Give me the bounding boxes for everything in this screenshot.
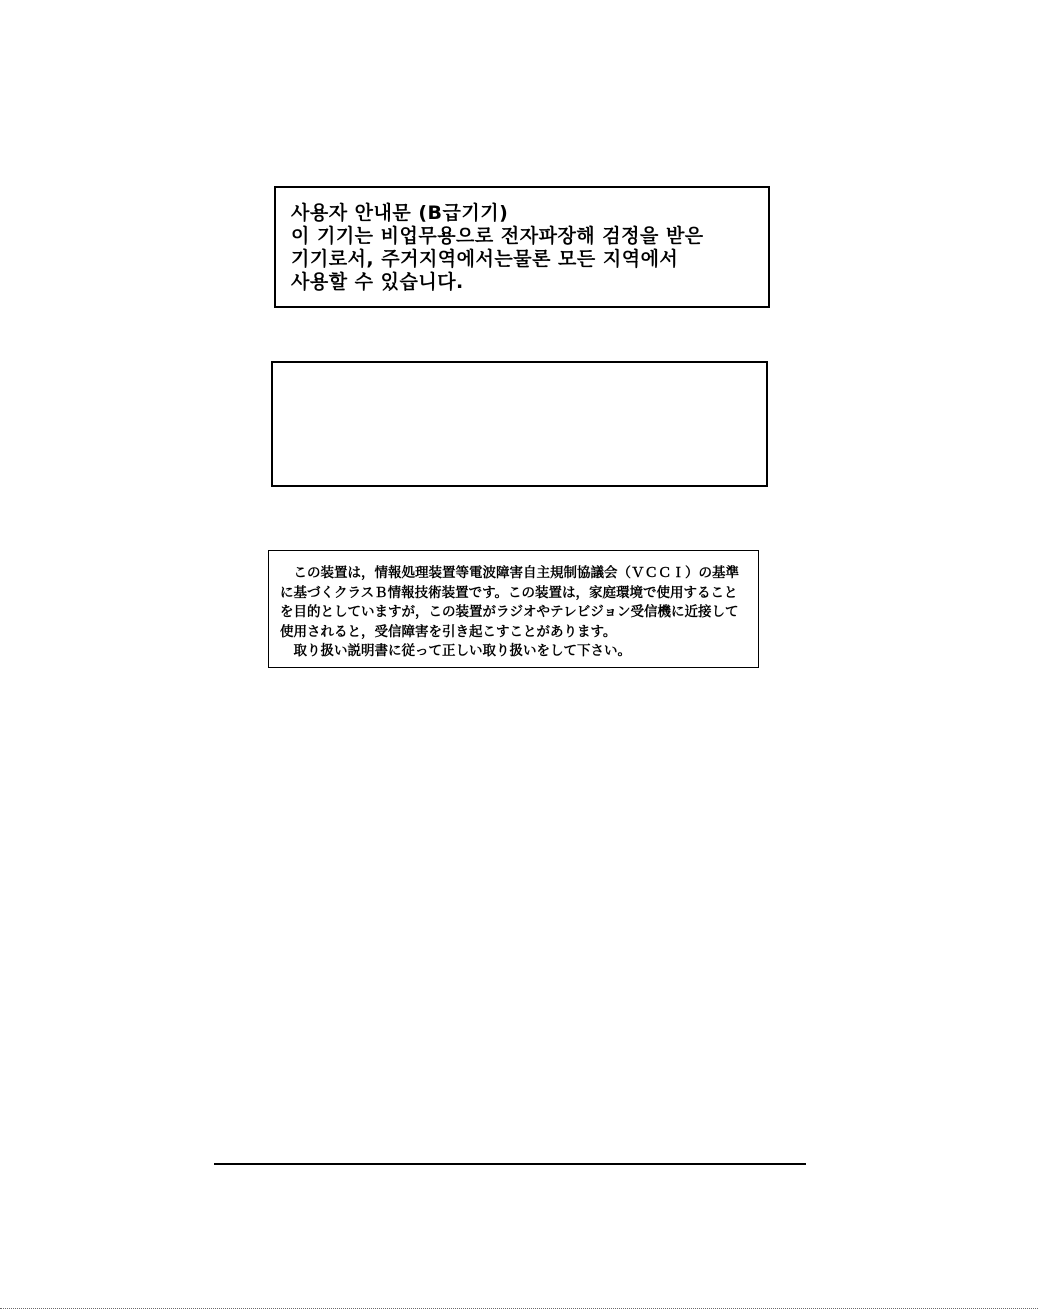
- japanese-vcci-notice: [268, 550, 759, 668]
- japanese-notice-line: に基づくクラスＢ情報技術装置です。この装置は，家庭環境で使用すること: [280, 584, 738, 601]
- korean-notice-line: 사용할 수 있습니다.: [291, 271, 464, 293]
- korean-notice-line: 기기로서, 주거지역에서는물론 모든 지역에서: [291, 248, 679, 270]
- japanese-notice-line: を目的としていますが，この装置がラジオやテレビジョン受信機に近接して: [280, 604, 739, 620]
- korean-notice-title: 사용자 안내문 (B급기기): [291, 202, 509, 224]
- footer-divider: [214, 1163, 806, 1165]
- japanese-notice-line: 取り扱い説明書に従って正しい取り扱いをして下さい。: [280, 643, 631, 659]
- korean-notice-line: 이 기기는 비업무용으로 전자파장해 검정을 받은: [291, 225, 704, 247]
- page-bottom-edge: [0, 1308, 1038, 1309]
- korean-class-b-notice: [274, 186, 770, 308]
- japanese-notice-line: この装置は，情報処理装置等電波障害自主規制協議会（ＶＣＣＩ）の基準: [280, 565, 739, 581]
- japanese-notice-line: 使用されると，受信障害を引き起こすことがあります。: [280, 623, 617, 640]
- empty-notice-box: [271, 361, 768, 487]
